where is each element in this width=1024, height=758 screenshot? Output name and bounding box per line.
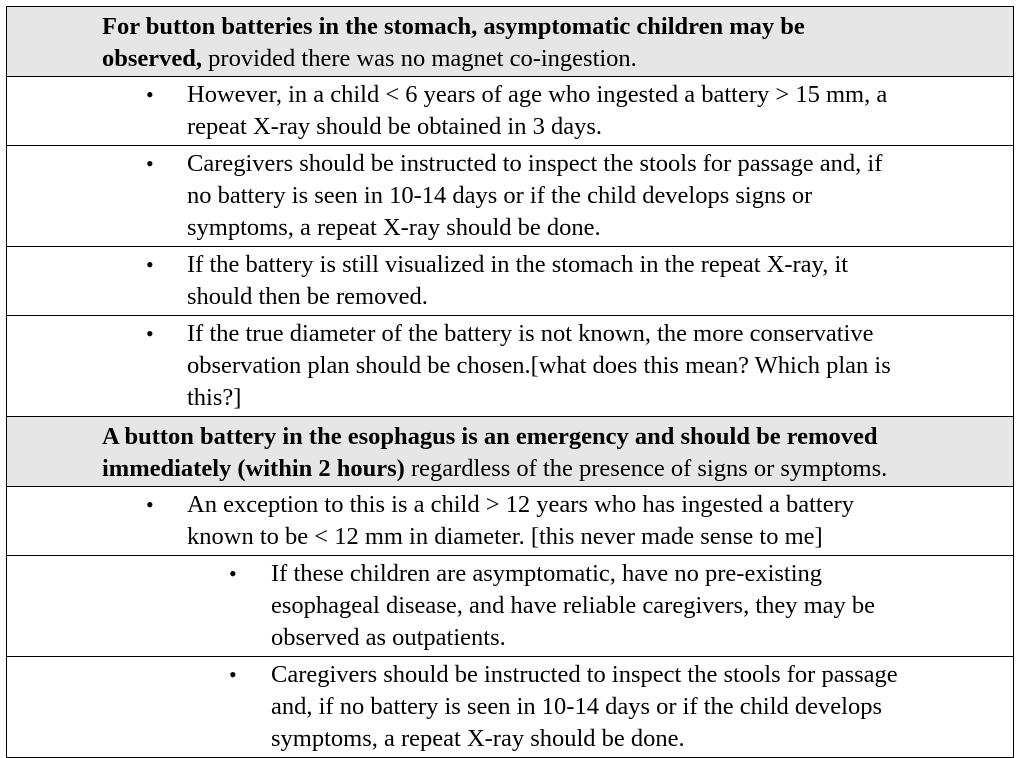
guidance-table — [6, 6, 1014, 758]
table-row — [7, 77, 1014, 146]
list-item — [7, 77, 1013, 145]
bullet-line: If the true diameter of the battery is not known, the more conservative — [187, 320, 874, 347]
bullet-line: Caregivers should be instructed to inspect the stools for passage — [271, 661, 898, 688]
bullet-line: observation plan should be chosen.[what does this mean? Which plan is — [187, 352, 891, 379]
bullet-line: If these children are asymptomatic, have no pre-existing — [271, 560, 823, 587]
list-item — [7, 487, 1013, 555]
section-header-esophagus — [7, 417, 1014, 487]
list-item — [7, 247, 1013, 315]
bullet-icon: • — [146, 82, 154, 107]
bullet-icon: • — [146, 252, 154, 277]
bullet-line: symptoms, a repeat X-ray should be done. — [187, 214, 601, 241]
header-rest: regardless of the presence of signs or symptoms. — [404, 455, 888, 482]
table-row — [7, 657, 1014, 758]
bullet-icon: • — [146, 321, 154, 346]
sub-list-item — [7, 556, 1013, 656]
bullet-line: and, if no battery is seen in 10-14 days or if the child develops — [271, 693, 882, 720]
bullet-line: repeat X-ray should be obtained in 3 days. — [187, 113, 603, 140]
bullet-line: no battery is seen in 10-14 days or if the child develops signs or — [187, 182, 813, 209]
header-rest: provided there was no magnet co-ingestion. — [202, 45, 637, 72]
bullet-line: should then be removed. — [187, 283, 428, 310]
header-bold-line1: A button battery in the esophagus is an emergency and should be removed — [102, 423, 878, 450]
bullet-line: Caregivers should be instructed to inspect the stools for passage and, if — [187, 150, 883, 177]
bullet-line: observed as outpatients. — [271, 624, 506, 651]
list-item — [7, 146, 1013, 246]
header-bold-line2: observed, — [102, 45, 203, 72]
bullet-icon: • — [146, 492, 154, 517]
bullet-line: symptoms, a repeat X-ray should be done. — [271, 725, 685, 752]
bullet-line: If the battery is still visualized in the stomach in the repeat X-ray, it — [187, 251, 849, 278]
bullet-icon: • — [229, 561, 237, 586]
bullet-line: this?] — [187, 384, 242, 411]
bullet-line: However, in a child < 6 years of age who ingested a battery > 15 mm, a — [187, 81, 888, 108]
bullet-line: known to be < 12 mm in diameter. [this never made sense to me] — [187, 523, 823, 550]
table-row — [7, 316, 1014, 417]
table-row — [7, 556, 1014, 657]
list-item — [7, 316, 1013, 416]
section-header-stomach — [7, 7, 1014, 77]
table-row — [7, 487, 1014, 556]
header-bold-line1: For button batteries in the stomach, asymptomatic children may be — [102, 13, 805, 40]
sub-list-item — [7, 657, 1013, 757]
bullet-line: An exception to this is a child > 12 years who has ingested a battery — [187, 491, 854, 518]
bullet-icon: • — [146, 151, 154, 176]
bullet-icon: • — [229, 662, 237, 687]
table-row — [7, 146, 1014, 247]
table-row — [7, 247, 1014, 316]
header-bold-line2: immediately (within 2 hours) — [102, 455, 405, 482]
bullet-line: esophageal disease, and have reliable caregivers, they may be — [271, 592, 876, 619]
